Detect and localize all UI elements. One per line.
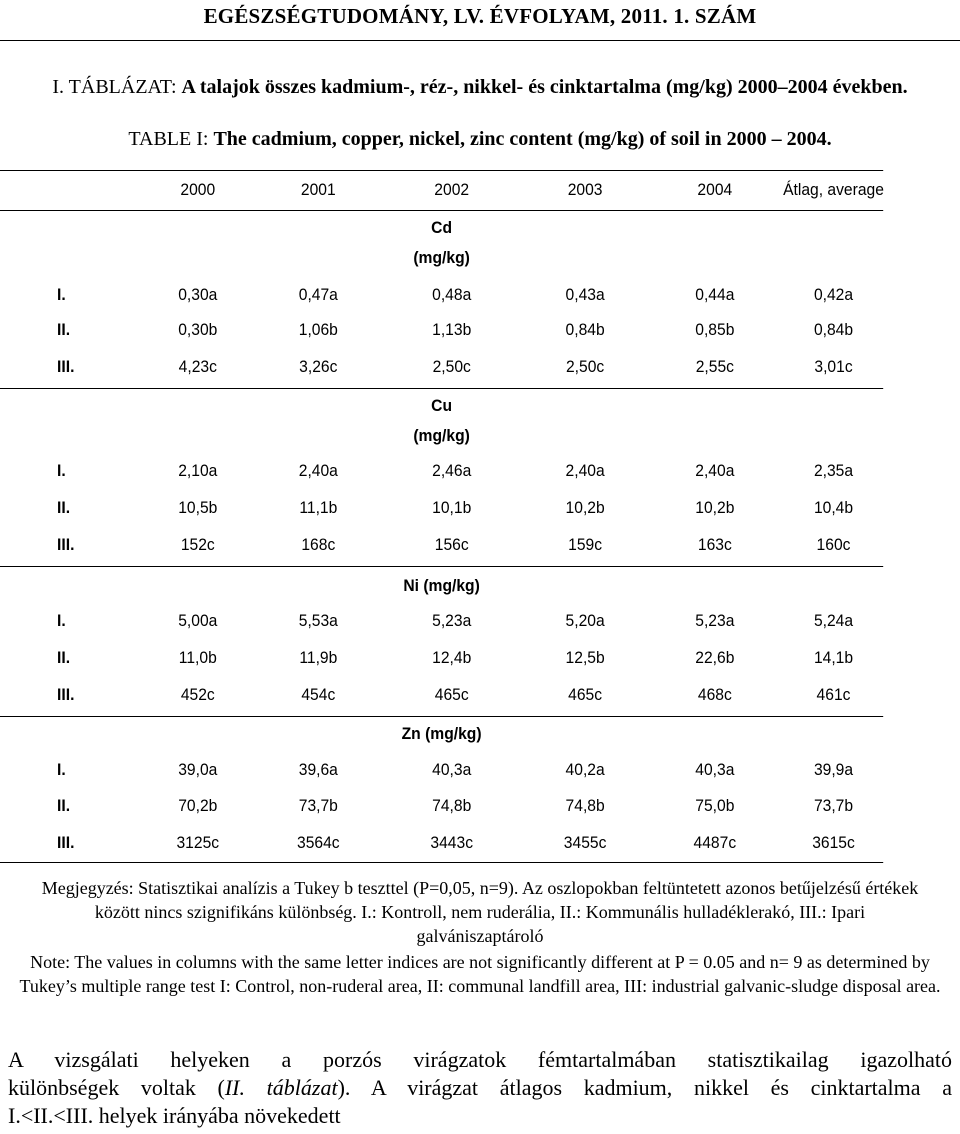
row-label: III. [57, 357, 75, 376]
table-cell: 0,85b [695, 320, 735, 339]
table-reference: II. táblázat [224, 1075, 338, 1100]
table-cell: 10,2b [695, 498, 735, 517]
table-cell: 12,5b [565, 648, 605, 667]
caption-hu-text: A talajok összes kadmium-, réz-, nikkel- és cinktartalma (mg/kg) 2000–2004 években. [181, 76, 908, 98]
table-row [0, 760, 883, 784]
row-label: III. [57, 535, 75, 554]
table-row [0, 285, 883, 309]
table-note-hungarian: Megjegyzés: Statisztikai analízis a Tukey b teszttel (P=0,05, n=9). Az oszlopokban feltüntetett azonos betűjelzésű értékek között nincs szignifikáns különbség. I.: Kontroll, nem ruderália, II.: Kommunális hulladéklerakó, III.: Ipari galvániszaptároló [41, 878, 919, 946]
row-label: III. [57, 833, 75, 852]
row-label: II. [57, 320, 71, 339]
row-label: I. [57, 461, 66, 480]
table-cell: 74,8b [565, 796, 605, 815]
table-cell: 10,2b [565, 498, 605, 517]
row-label: II. [57, 796, 71, 815]
table-row [0, 498, 883, 522]
body-paragraph [8, 1046, 952, 1130]
table-cell: 3125c [176, 833, 220, 852]
table-cell: 5,20a [565, 611, 605, 630]
section-label-cu: Cu [431, 396, 453, 415]
table-cell: 22,6b [695, 648, 735, 667]
table-row [0, 535, 883, 559]
table-cell: 0,44a [695, 285, 735, 304]
table-cell: 11,0b [178, 648, 217, 667]
table-cell: 159c [568, 535, 603, 554]
table-cell: 2,40a [695, 461, 735, 480]
table-cell: 4487c [693, 833, 737, 852]
table-cell: 73,7b [813, 796, 854, 815]
table-cell: 3615c [812, 833, 855, 852]
table-cell: 454c [301, 685, 336, 704]
table-cell: 0,30a [178, 285, 218, 304]
table-cell: 152c [180, 535, 215, 554]
table-cell: 156c [434, 535, 469, 554]
row-label: I. [57, 611, 66, 630]
column-header: 2002 [434, 180, 470, 199]
table-cell: 4,23c [178, 357, 217, 376]
table-cell: 465c [434, 685, 469, 704]
table-cell: 2,50c [565, 357, 605, 376]
table-caption-english [20, 126, 940, 152]
row-label: II. [57, 498, 71, 517]
column-header: 2003 [567, 180, 603, 199]
table-cell: 3443c [430, 833, 474, 852]
table-cell: 74,8b [432, 796, 472, 815]
table-header-rule [0, 210, 883, 211]
table-cell: 73,7b [298, 796, 338, 815]
table-row [0, 685, 883, 709]
table-cell: 1,06b [298, 320, 338, 339]
section-label-ni: Ni (mg/kg) [403, 576, 480, 595]
section-rule [0, 388, 883, 389]
table-cell: 39,6a [298, 760, 338, 779]
table-row [0, 611, 883, 635]
body-line: A vizsgálati helyeken a porzós virágzatok fémtartalmában statisztikailag igazolható [8, 1047, 952, 1072]
caption-en-text: The cadmium, copper, nickel, zinc content (mg/kg) of soil in 2000 – 2004. [213, 128, 832, 150]
table-cell: 0,47a [298, 285, 338, 304]
table-cell: 2,50c [432, 357, 471, 376]
table-cell: 39,0a [178, 760, 218, 779]
column-header: 2001 [300, 180, 336, 199]
section-unit-cd: (mg/kg) [413, 248, 470, 267]
table-cell: 5,23a [695, 611, 735, 630]
table-cell: 0,48a [432, 285, 472, 304]
table-cell: 39,9a [813, 760, 854, 779]
table-cell: 40,2a [565, 760, 605, 779]
table-cell: 0,84b [813, 320, 854, 339]
table-cell: 75,0b [695, 796, 735, 815]
body-text-segment: különbségek voltak ( [8, 1075, 225, 1100]
table-cell: 2,40a [298, 461, 338, 480]
row-label: I. [57, 285, 66, 304]
section-label-cd: Cd [431, 218, 453, 237]
table-row [0, 320, 883, 344]
caption-hu-prefix: I. TÁBLÁZAT: [52, 76, 177, 98]
row-label: III. [57, 685, 75, 704]
table-cell: 5,24a [813, 611, 854, 630]
table-caption-hungarian [20, 74, 940, 100]
table-cell: 465c [568, 685, 603, 704]
table-cell: 5,00a [178, 611, 218, 630]
journal-header: EGÉSZSÉGTUDOMÁNY, LV. ÉVFOLYAM, 2011. 1. SZÁM [203, 4, 757, 28]
table-row [0, 796, 883, 820]
table-cell: 0,42a [813, 285, 854, 304]
table-cell: 40,3a [432, 760, 472, 779]
table-cell: 0,30b [178, 320, 218, 339]
section-label-zn: Zn (mg/kg) [401, 724, 482, 743]
section-rule [0, 566, 883, 567]
table-cell: 2,55c [695, 357, 734, 376]
table-cell: 168c [301, 535, 336, 554]
table-cell: 3,01c [814, 357, 853, 376]
table-cell: 70,2b [178, 796, 218, 815]
table-cell: 160c [816, 535, 851, 554]
table-row [0, 357, 883, 381]
table-header-row [0, 180, 883, 204]
table-cell: 12,4b [432, 648, 472, 667]
table-cell: 10,1b [432, 498, 472, 517]
table-cell: 2,46a [432, 461, 472, 480]
table-cell: 0,84b [565, 320, 605, 339]
caption-en-prefix: TABLE I: [128, 128, 209, 150]
table-cell: 0,43a [565, 285, 605, 304]
table-cell: 5,53a [298, 611, 338, 630]
table-cell: 5,23a [432, 611, 472, 630]
table-cell: 3455c [563, 833, 607, 852]
section-rule [0, 716, 883, 717]
column-header: 2000 [180, 180, 216, 199]
table-bottom-rule [0, 862, 883, 863]
header-rule [0, 40, 960, 41]
table-cell: 10,5b [178, 498, 218, 517]
body-line: I.<II.<III. helyek irányába növekedett [8, 1103, 341, 1128]
body-line [8, 1074, 952, 1102]
table-cell: 10,4b [813, 498, 854, 517]
column-header: Átlag, average [783, 180, 884, 199]
table-cell: 2,35a [813, 461, 854, 480]
table-cell: 3,26c [299, 357, 338, 376]
table-cell: 3564c [297, 833, 340, 852]
table-cell: 1,13b [432, 320, 472, 339]
table-cell: 2,10a [178, 461, 218, 480]
table-row [0, 648, 883, 672]
table-top-rule [0, 170, 883, 171]
table-cell: 14,1b [813, 648, 854, 667]
table-cell: 2,40a [565, 461, 605, 480]
table-note-english: Note: The values in columns with the same letter indices are not significantly different at P = 0.05 and n= 9 as determined by Tukey’s multiple range test I: Control, non-ruderal area, II: communal landfill area, III: industrial galvanic-sludge disposal area. [19, 952, 941, 996]
table-cell: 40,3a [695, 760, 735, 779]
section-unit-cu: (mg/kg) [413, 426, 470, 445]
table-cell: 11,9b [299, 648, 338, 667]
table-cell: 468c [697, 685, 732, 704]
table-row [0, 833, 883, 857]
table-row [0, 461, 883, 485]
column-header: 2004 [697, 180, 733, 199]
table-cell: 163c [697, 535, 732, 554]
table-cell: 452c [180, 685, 215, 704]
table-cell: 11,1b [299, 498, 338, 517]
row-label: I. [57, 760, 66, 779]
row-label: II. [57, 648, 71, 667]
body-text-segment: ). A virágzat átlagos kadmium, nikkel és cinktartalma a [337, 1075, 952, 1100]
table-cell: 461c [816, 685, 851, 704]
